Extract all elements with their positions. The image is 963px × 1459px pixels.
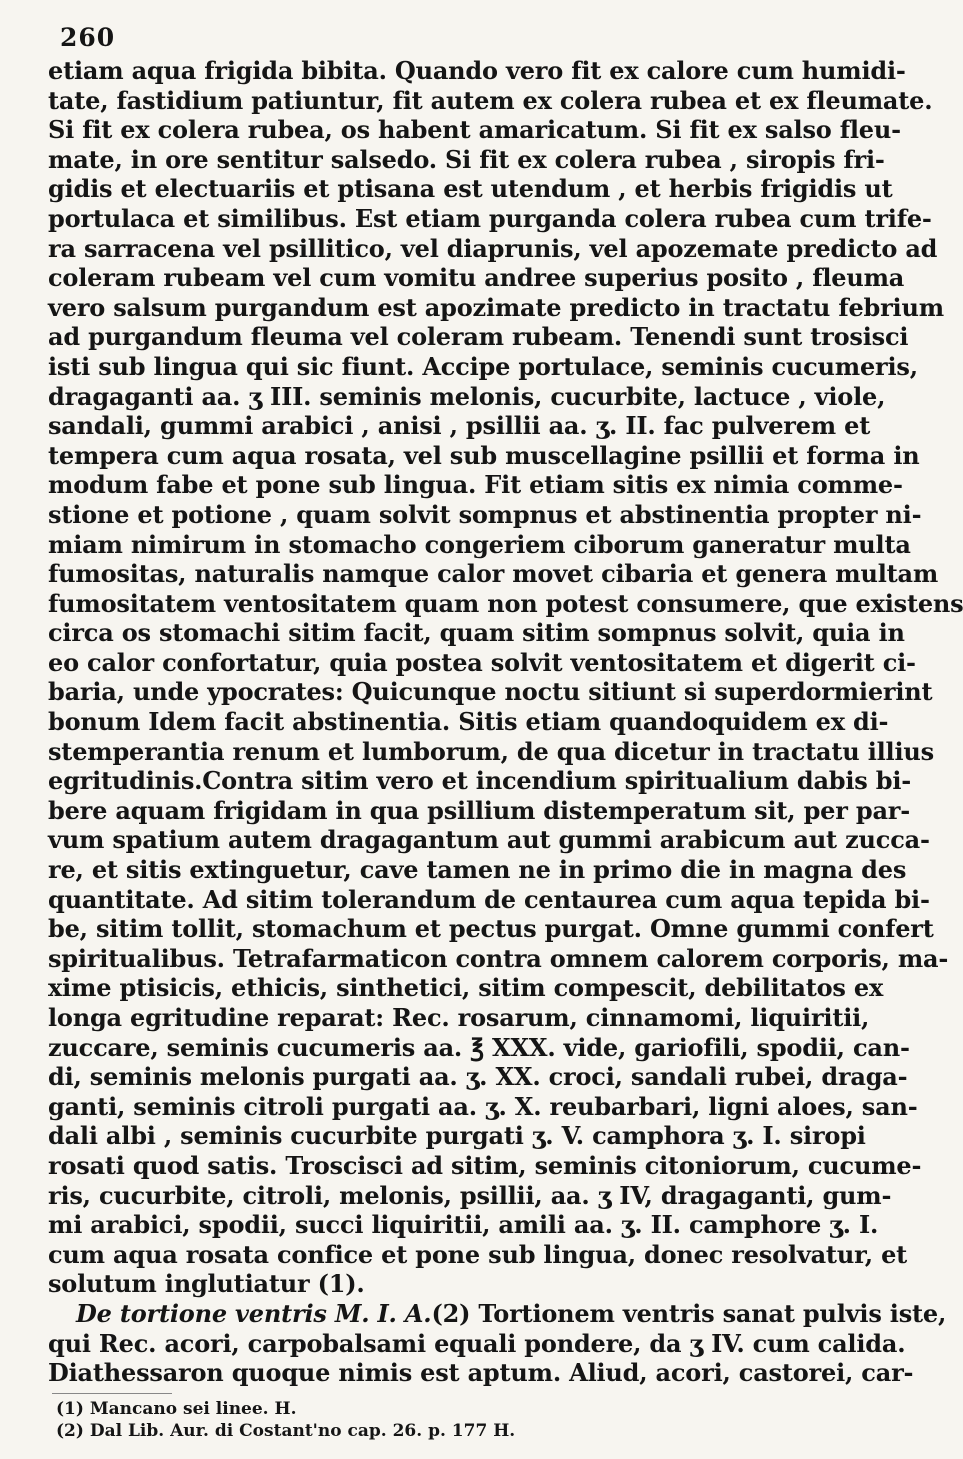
text-line: zuccare, seminis cucumeris aa. ℥ XXX. vide, gariofili, spodii, can- xyxy=(48,1032,910,1062)
text-line: ris, cucurbite, citroli, melonis, psillii, aa. ʒ IV, dragaganti, gum- xyxy=(48,1180,892,1210)
text-line: circa os stomachi sitim facit, quam sitim sompnus solvit, quia in xyxy=(48,618,905,648)
text-line: eo calor confortatur, quia postea solvit ventositatem et digerit ci- xyxy=(48,647,916,677)
text-line: ad purgandum fleuma vel coleram rubeam. Tenendi sunt trosisci xyxy=(48,322,909,352)
text-line: tempera cum aqua rosata, vel sub muscellagine psillii et forma in xyxy=(48,440,920,470)
section-line: Diathessaron quoque nimis est aptum. Aliud, acori, castorei, car- xyxy=(48,1358,914,1388)
text-line: dragaganti aa. ʒ III. seminis melonis, cucurbite, lactuce , viole, xyxy=(48,381,886,411)
section-first-line xyxy=(48,1298,947,1329)
text-line: di, seminis melonis purgati aa. ʒ. XX. croci, sandali rubei, draga- xyxy=(48,1062,908,1092)
footnote: (1) Mancano sei linee. H. xyxy=(56,1399,297,1419)
text-line: mi arabici, spodii, succi liquiritii, amili aa. ʒ. II. camphore ʒ. I. xyxy=(48,1210,879,1240)
text-line: spiritualibus. Tetrafarmaticon contra omnem calorem corporis, ma- xyxy=(48,943,949,973)
text-line: solutum inglutiatur (1). xyxy=(48,1269,365,1299)
section-line: (2) Tortionem ventris sanat pulvis iste, xyxy=(431,1298,947,1328)
text-line: vero salsum purgandum est apozimate predicto in tractatu febrium xyxy=(48,292,944,322)
page-number: 260 xyxy=(60,23,116,52)
section-line: qui Rec. acori, carpobalsami equali pondere, da ʒ IV. cum calida. xyxy=(48,1328,906,1358)
text-line: bonum Idem facit abstinentia. Sitis etiam quandoquidem ex di- xyxy=(48,707,889,737)
text-line: modum fabe et pone sub lingua. Fit etiam sitis ex nimia comme- xyxy=(48,470,903,500)
text-line: miam nimirum in stomacho congeriem ciborum ganeratur multa xyxy=(48,529,911,559)
text-line: rosati quod satis. Troscisci ad sitim, seminis citoniorum, cucume- xyxy=(48,1150,922,1180)
text-line: vum spatium autem dragagantum aut gummi arabicum aut zucca- xyxy=(48,825,930,855)
text-line: fumositatem ventositatem quam non potest consumere, que existens xyxy=(48,588,963,618)
text-line: dali albi , seminis cucurbite purgati ʒ. V. camphora ʒ. I. siropi xyxy=(48,1121,866,1151)
footnote: (2) Dal Lib. Aur. di Costant'no cap. 26. p. 177 H. xyxy=(56,1421,516,1441)
text-line: stemperantia renum et lumborum, de qua dicetur in tractatu illius xyxy=(48,736,934,766)
text-line: Si fit ex colera rubea, os habent amaricatum. Si fit ex salso fleu- xyxy=(48,115,901,145)
text-line: egritudinis.Contra sitim vero et incendium spiritualium dabis bi- xyxy=(48,766,912,796)
text-line: bere aquam frigidam in qua psillium distemperatum sit, per par- xyxy=(48,795,910,825)
footnote-rule xyxy=(52,1393,172,1394)
text-line: portulaca et similibus. Est etiam purganda colera rubea cum trife- xyxy=(48,203,932,233)
text-line: isti sub lingua qui sic fiunt. Accipe portulace, seminis cucumeris, xyxy=(48,351,918,381)
text-line: quantitate. Ad sitim tolerandum de centaurea cum aqua tepida bi- xyxy=(48,884,930,914)
text-line: longa egritudine reparat: Rec. rosarum, cinnamomi, liquiritii, xyxy=(48,1003,870,1032)
text-line: xime ptisicis, ethicis, sinthetici, sitim compescit, debilitatos ex xyxy=(48,973,884,1003)
text-line: stione et potione , quam solvit sompnus et abstinentia propter ni- xyxy=(48,499,922,529)
footnotes xyxy=(56,1398,756,1442)
text-line: ganti, seminis citroli purgati aa. ʒ. X. reubarbari, ligni aloes, san- xyxy=(48,1091,918,1121)
text-line: gidis et electuariis et ptisana est utendum , et herbis frigidis ut xyxy=(48,174,893,204)
text-line: tate, fastidium patiuntur, fit autem ex colera rubea et ex fleumate. xyxy=(48,85,933,115)
main-text xyxy=(48,56,963,1388)
text-line: fumositas, naturalis namque calor movet cibaria et genera multam xyxy=(48,559,939,589)
text-line: coleram rubeam vel cum vomitu andree superius posito , fleuma xyxy=(48,263,905,293)
text-line: re, et sitis extinguetur, cave tamen ne in primo die in magna des xyxy=(48,855,907,885)
text-line: etiam aqua frigida bibita. Quando vero fit ex calore cum humidi- xyxy=(48,56,906,85)
section-heading: De tortione ventris M. I. A. xyxy=(76,1298,432,1328)
text-line: be, sitim tollit, stomachum et pectus purgat. Omne gummi confert xyxy=(48,914,934,944)
text-line: cum aqua rosata confice et pone sub lingua, donec resolvatur, et xyxy=(48,1239,908,1269)
text-line: baria, unde ypocrates: Quicunque noctu sitiunt si superdormierint xyxy=(48,677,933,707)
text-line: sandali, gummi arabici , anisi , psillii aa. ʒ. II. fac pulverem et xyxy=(48,411,871,441)
text-line: ra sarracena vel psillitico, vel diaprunis, vel apozemate predicto ad xyxy=(48,233,938,263)
text-line: mate, in ore sentitur salsedo. Si fit ex colera rubea , siropis fri- xyxy=(48,144,885,174)
